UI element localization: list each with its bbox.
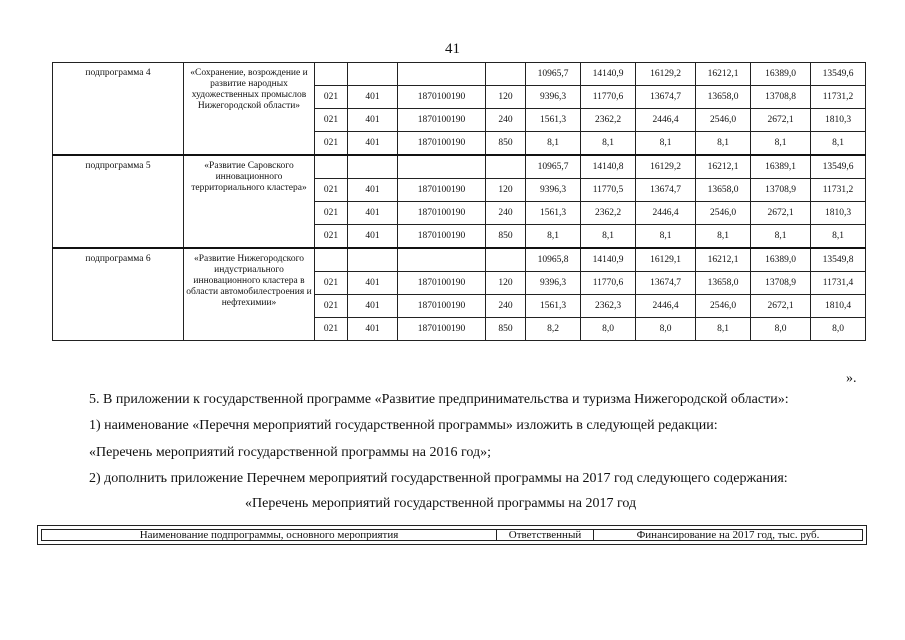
paragraph-5-1: 1) наименование «Перечня мероприятий государственной программы» изложить в следующей редакции: [89,418,718,433]
table-cell: 850 [486,132,526,156]
list-title-2017: «Перечень мероприятий государственной программы на 2017 год [245,496,637,511]
table-cell: 240 [486,109,526,132]
header-financing-cell: Финансирование на 2017 год, тыс. руб. [636,529,820,541]
table-cell: 2546,0 [696,295,751,318]
subprogram-name: «Развитие Нижегородского индустриального инновационного кластера в области автомобилестроения и нефтехимии» [184,248,315,341]
table-cell: 850 [486,225,526,249]
table-cell: 401 [348,109,398,132]
table-cell: 1870100190 [398,179,486,202]
table-cell: 240 [486,202,526,225]
paragraph-5-2: 2) дополнить приложение Перечнем мероприятий государственной программы на 2017 год следующего содержания: [89,471,788,486]
table-cell: 2362,2 [581,202,636,225]
table-cell: 1810,4 [811,295,866,318]
table-cell [348,155,398,179]
table-cell: 2672,1 [751,109,811,132]
table-cell: 1561,3 [526,109,581,132]
table-cell: 13708,9 [751,272,811,295]
table-cell: 14140,8 [581,155,636,179]
closing-quote: ». [846,371,857,386]
table-cell: 16129,2 [636,155,696,179]
table-cell [348,63,398,86]
table-cell: 021 [315,179,348,202]
table-cell: 13674,7 [636,272,696,295]
table-cell: 1810,3 [811,202,866,225]
table-cell: 8,1 [811,132,866,156]
table-cell: 13658,0 [696,272,751,295]
paragraph-5: 5. В приложении к государственной программе «Развитие предпринимательства и туризма Нижегородской области»: [89,392,789,407]
table-cell [398,155,486,179]
table-cell: 16212,1 [696,248,751,272]
table-cell: 1561,3 [526,202,581,225]
table-cell: 021 [315,132,348,156]
table-cell: 8,1 [581,225,636,249]
table-cell: 850 [486,318,526,341]
table-cell: 13708,8 [751,86,811,109]
table-cell: 16389,0 [751,248,811,272]
table-cell: 8,1 [696,225,751,249]
table-cell: 1870100190 [398,225,486,249]
table-cell: 13658,0 [696,86,751,109]
table-cell: 401 [348,86,398,109]
table-cell: 11770,5 [581,179,636,202]
subprogram-label: подпрограмма 6 [53,248,184,341]
table-cell [315,63,348,86]
table-cell: 1870100190 [398,318,486,341]
table-cell: 13674,7 [636,179,696,202]
table-cell: 16212,1 [696,155,751,179]
subprogram-label: подпрограмма 5 [53,155,184,248]
table-cell: 1561,3 [526,295,581,318]
table-cell: 16129,2 [636,63,696,86]
table-cell: 021 [315,272,348,295]
table-cell: 13549,8 [811,248,866,272]
table-cell: 8,2 [526,318,581,341]
table-row [53,63,866,86]
table-cell: 13549,6 [811,155,866,179]
table-cell: 021 [315,202,348,225]
table-cell: 2362,3 [581,295,636,318]
table-row [53,248,866,272]
subprogram-label: подпрограмма 4 [53,63,184,156]
table-cell: 11731,2 [811,86,866,109]
table-cell: 2672,1 [751,202,811,225]
table-cell: 2446,4 [636,295,696,318]
table-cell: 16389,0 [751,63,811,86]
table-cell [486,155,526,179]
table-cell: 1870100190 [398,202,486,225]
table-cell: 11731,2 [811,179,866,202]
paragraph-new-title-2016: «Перечень мероприятий государственной программы на 2016 год»; [89,445,491,460]
table-cell: 021 [315,295,348,318]
table-cell: 1870100190 [398,86,486,109]
table-cell: 2546,0 [696,109,751,132]
table-cell: 8,1 [581,132,636,156]
table-cell: 13549,6 [811,63,866,86]
table-cell [315,248,348,272]
table-cell: 8,0 [636,318,696,341]
table-cell: 13708,9 [751,179,811,202]
table-cell: 9396,3 [526,86,581,109]
table-cell: 8,0 [581,318,636,341]
table-cell [486,63,526,86]
table-cell: 10965,8 [526,248,581,272]
table-cell: 8,1 [696,318,751,341]
table-cell: 021 [315,109,348,132]
table-row [53,155,866,179]
table-cell: 2546,0 [696,202,751,225]
table-cell: 10965,7 [526,63,581,86]
subprogram-name: «Сохранение, возрождение и развитие народных художественных промыслов Нижегородской области» [184,63,315,156]
table-cell: 120 [486,179,526,202]
table-cell: 8,1 [811,225,866,249]
page-number: 41 [445,41,460,57]
table-cell: 021 [315,318,348,341]
table-2017-header [37,525,867,545]
table-cell: 021 [315,86,348,109]
table-cell: 1810,3 [811,109,866,132]
table-cell: 11731,4 [811,272,866,295]
table-cell: 8,1 [526,225,581,249]
table-cell: 401 [348,202,398,225]
table-cell: 8,0 [811,318,866,341]
table-cell: 16389,1 [751,155,811,179]
table-cell: 11770,6 [581,272,636,295]
header-responsible-cell: Ответственный [497,530,594,540]
budget-table [52,62,866,341]
table-cell: 14140,9 [581,63,636,86]
table-cell: 8,1 [636,225,696,249]
table-cell: 401 [348,225,398,249]
table-cell: 16212,1 [696,63,751,86]
table-cell: 1870100190 [398,272,486,295]
table-cell: 8,1 [526,132,581,156]
table-cell: 13674,7 [636,86,696,109]
table-cell [398,63,486,86]
table-cell: 1870100190 [398,109,486,132]
table-cell: 16129,1 [636,248,696,272]
table-cell: 9396,3 [526,272,581,295]
table-cell [348,248,398,272]
table-cell: 13658,0 [696,179,751,202]
table-cell: 401 [348,295,398,318]
table-cell: 021 [315,225,348,249]
table-cell: 401 [348,179,398,202]
header-name-cell: Наименование подпрограммы, основного мероприятия [42,530,497,540]
table-cell: 120 [486,86,526,109]
table-cell [486,248,526,272]
table-cell: 9396,3 [526,179,581,202]
subprogram-name: «Развитие Саровского инновационного территориального кластера» [184,155,315,248]
table-cell: 8,1 [636,132,696,156]
table-cell: 1870100190 [398,295,486,318]
table-cell: 401 [348,132,398,156]
table-cell: 10965,7 [526,155,581,179]
table-cell: 8,1 [696,132,751,156]
table-cell: 11770,6 [581,86,636,109]
table-cell: 2446,4 [636,202,696,225]
table-cell [315,155,348,179]
table-cell: 8,1 [751,225,811,249]
table-cell: 2672,1 [751,295,811,318]
table-cell: 2446,4 [636,109,696,132]
table-cell: 14140,9 [581,248,636,272]
table-cell: 120 [486,272,526,295]
table-cell: 8,0 [751,318,811,341]
table-cell [398,248,486,272]
table-cell: 1870100190 [398,132,486,156]
table-cell: 401 [348,318,398,341]
table-cell: 240 [486,295,526,318]
table-cell: 2362,2 [581,109,636,132]
table-cell: 401 [348,272,398,295]
table-cell: 8,1 [751,132,811,156]
